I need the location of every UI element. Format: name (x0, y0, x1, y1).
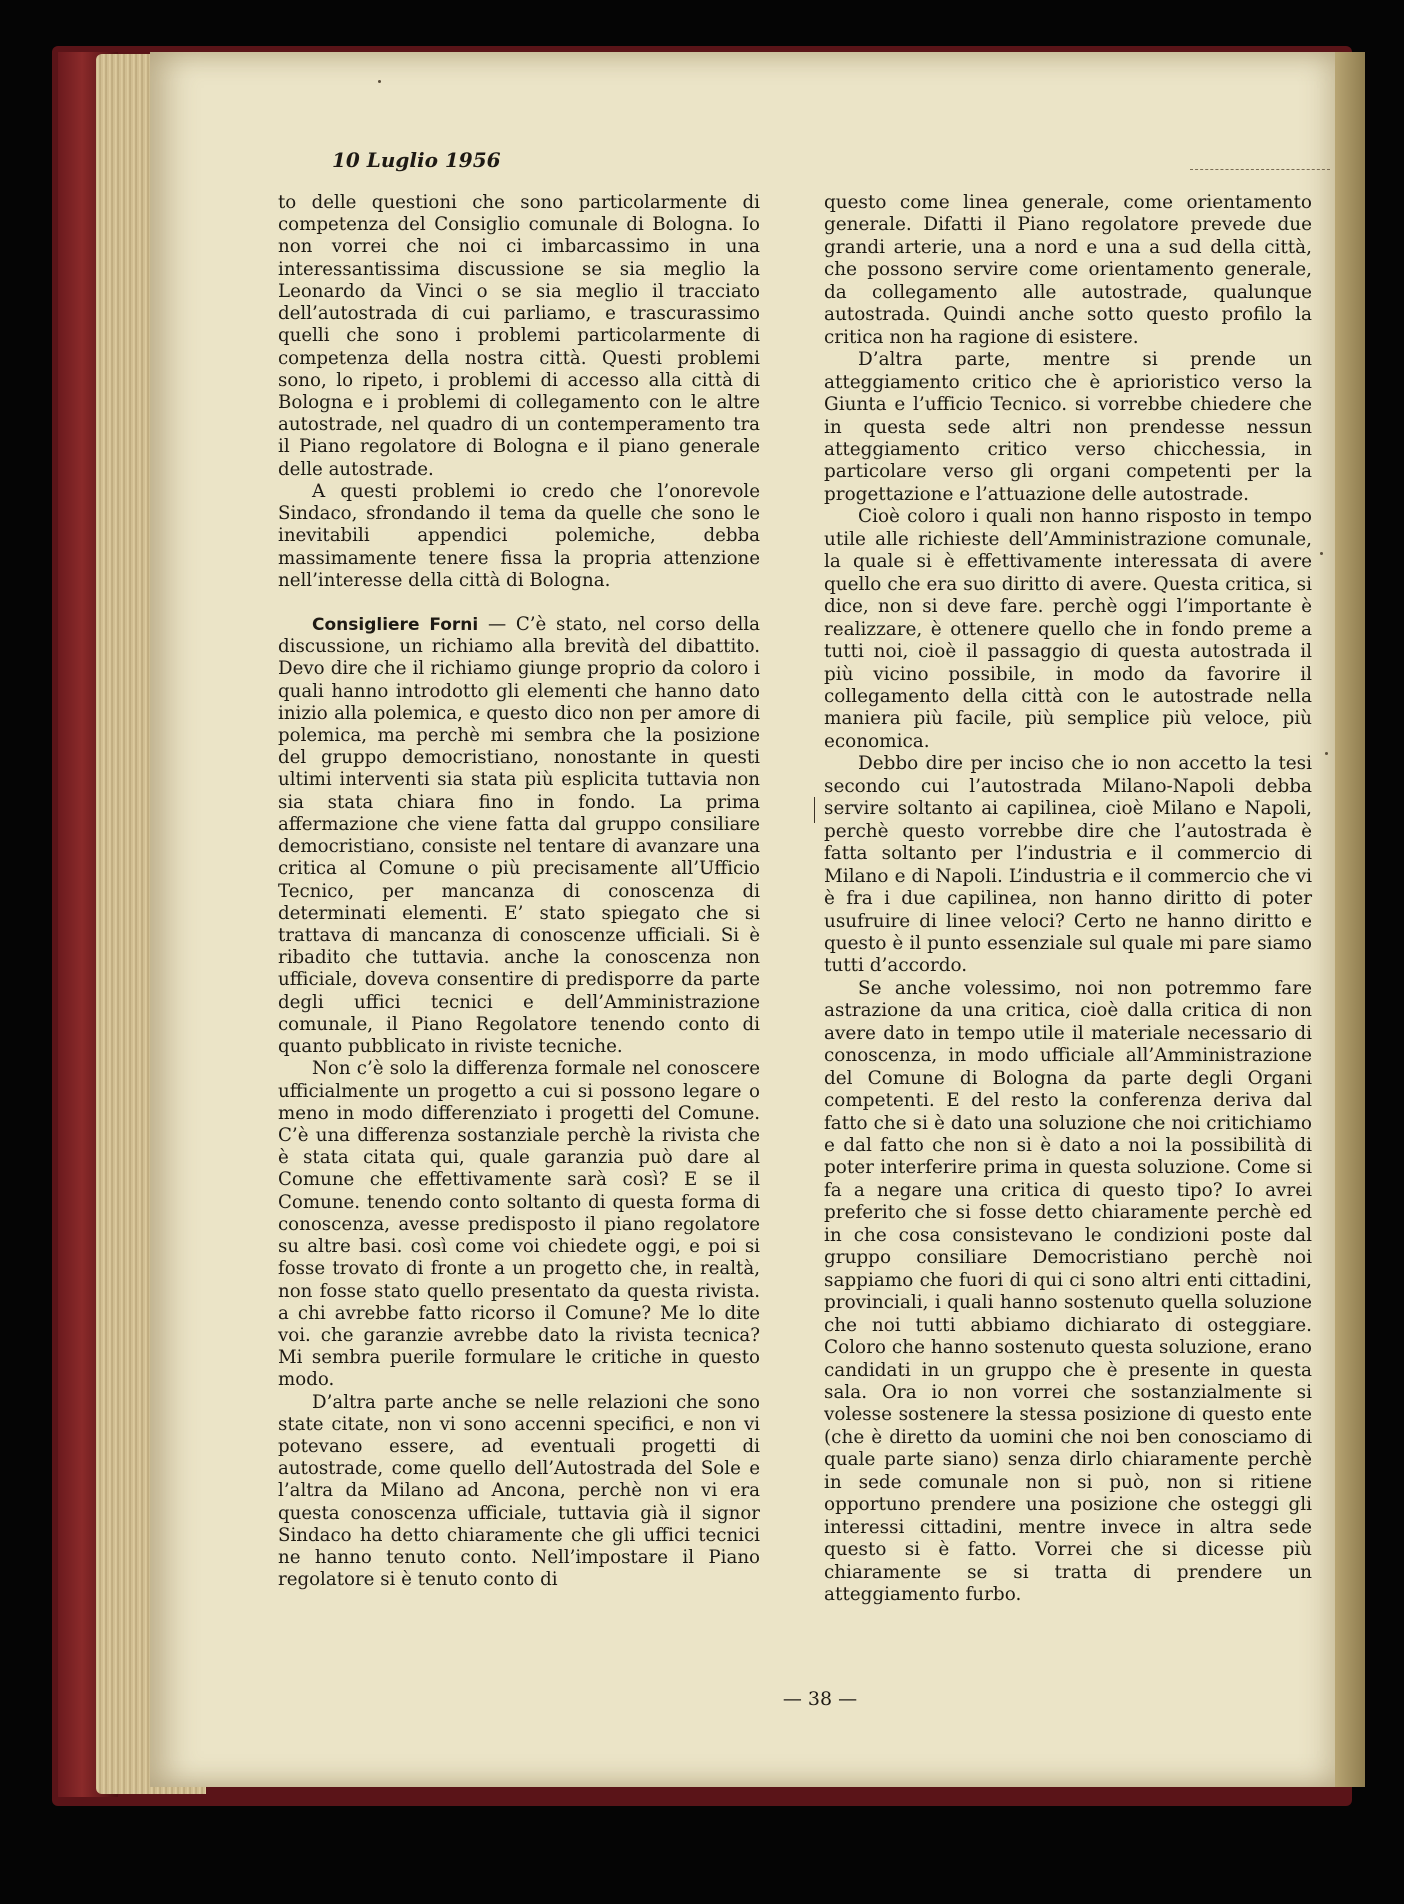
page-header-date: 10 Luglio 1956 (332, 148, 501, 172)
paragraph: A questi problemi io credo che l’onorevole Sindaco, sfrondando il tema da quelle che sono le inevitabili appendici polemiche, debba massimamente tenere fissa la propria attenzione nell’interesse della città di Bologna. (278, 480, 760, 591)
speaker-text: C’è stato, nel corso della discussione, un richiamo alla brevità del dibattito. Devo dire che il richiamo giunge proprio da coloro i quali hanno introdotto gli elementi che hanno dato inizio alla polemica, e questo dico non per amore di polemica, ma perchè mi sembra che la posizione del gruppo democristiano, nonostante in questi ultimi interventi sia stata più esplicita tuttavia non sia stata chiara fino in fondo. La prima affermazione che viene fatta dal gruppo consiliare democristiano, consiste nel tentare di avanzare una critica al Comune o più precisamente all’Ufficio Tecnico, per mancanza di conoscenza di determinati elementi. E’ stato spiegato che si trattava di mancanza di conoscenze ufficiali. Si è ribadito che tuttavia. anche la conoscenza non ufficiale, doveva consentire di predisporre da parte degli uffici tecnici e dell’Amministrazione comunale, il Piano Regolatore tenendo conto di quanto pubblicato in riviste tecniche. (278, 613, 760, 1058)
paper-speck (1320, 552, 1323, 555)
paper-speck (378, 80, 381, 83)
column-mark (814, 797, 815, 823)
paragraph: D’altra parte, mentre si prende un atteggiamento critico che è aprioristico verso la Giunta e l’ufficio Tecnico. si vorrebbe chiedere che in questa sede altri non prendesse nessun atteggiamento critico verso chicchessia, in particolare verso gli organi competenti per la progettazione e l’attuazione delle autostrade. (824, 349, 1312, 505)
speaker-name: Consigliere Forni (312, 614, 479, 635)
speaker-dash: — (487, 613, 507, 635)
page-number: — 38 — (782, 1688, 858, 1710)
paragraph: Se anche volessimo, noi non potremmo fare astrazione da una critica, cioè dalla critica di non avere dato in tempo utile il materiale necessario di conoscenza, in modo ufficiale all’Amministrazione del Comune di Bologna da parte degli Organi competenti. E del resto la conferenza deriva dal fatto che si è dato una soluzione che noi critichiamo e dal fatto che non si è dato a noi la possibilità di poter interferire prima in questa soluzione. Come si fa a negare una critica di questo tipo? Io avrei preferito che si fosse detto chiaramente perchè ed in che cosa consistevano le condizioni poste dal gruppo consiliare Democristiano perchè noi sappiamo che fuori di qui ci sono altri enti cittadini, provinciali, i quali hanno sostenuto quella soluzione che noi tutti abbiamo dichiarato di osteggiare. Coloro che hanno sostenuto questa soluzione, erano candidati in un gruppo che è presente in questa sala. Ora io non vorrei che sostanzialmente si volesse sostenere la stessa posizione di questo ente (che è diretto da uomini che noi ben conosciamo di quale parte siano) senza dirlo chiaramente perchè in sede comunale non si può, non si ritiene opportuno prendere una posizione che osteggi gli interessi cittadini, mentre invece in altra sede questo si è fatto. Vorrei che si dicesse più chiaramente se si tratta di prendere un atteggiamento furbo. (824, 977, 1312, 1606)
paragraph: Cioè coloro i quali non hanno risposto in tempo utile alle richieste dell’Amministrazione comunale, la quale si è effettivamente interessata di avere quello che era suo diritto di avere. Questa critica, si dice, non si deve fare. perchè oggi l’importante è realizzare, è ottenere quello che in fondo preme a tutti noi, cioè il passaggio di questa autostrada il più vicino possibile, in modo da favorire il collegamento della città con le autostrade nella maniera più facile, più semplice più veloce, più economica. (824, 506, 1312, 752)
speaker-paragraph (278, 614, 760, 1058)
paragraph: D’altra parte anche se nelle relazioni che sono state citate, non vi sono accenni specifici, e non vi potevano essere, ad eventuali progetti di autostrade, come quello dell’Autostrada del Sole e l’altra da Milano ad Ancona, perchè non vi era questa conoscenza ufficiale, tuttavia già il signor Sindaco ha detto chiaramente che gli uffici tecnici ne hanno tenuto conto. Nell’impostare il Piano regolatore si è tenuto conto di (278, 1391, 760, 1591)
top-dashed-rule (1190, 169, 1330, 171)
paragraph: to delle questioni che sono particolarmente di competenza del Consiglio comunale di Bologna. Io non vorrei che noi ci imbarcassimo in una interessantissima discussione se sia meglio la Leonardo da Vinci o se sia meglio il tracciato dell’autostrada di cui parliamo, e trascurassimo quelli che sono i problemi particolarmente di competenza della nostra città. Questi problemi sono, lo ripeto, i problemi di accesso alla città di Bologna e i problemi di collegamento con le altre autostrade, nel quadro di un contemperamento tra il Piano regolatore di Bologna e il piano generale delle autostrade. (278, 192, 760, 480)
paragraph: Debbo dire per inciso che io non accetto la tesi secondo cui l’autostrada Milano-Napoli debba servire soltanto ai capilinea, cioè Milano e Napoli, perchè questo vorrebbe dire che l’autostrada è fatta soltanto per l’industria e il commercio di Milano e di Napoli. L’industria e il commercio che vi è fra i due capilinea, non hanno diritto di poter usufruire di linee veloci? Certo ne hanno diritto e questo è il punto essenziale sul quale mi pare siamo tutti d’accordo. (824, 753, 1312, 977)
paragraph: Non c’è solo la differenza formale nel conoscere ufficialmente un progetto a cui si possono legare o meno in modo differenziato i progetti del Comune. C’è una differenza sostanziale perchè la rivista che è stata citata qui, quale garanzia può dare al Comune che effettivamente sarà così? E se il Comune. tenendo conto soltanto di questa forma di conoscenza, avesse predisposto il piano regolatore su altre basi. così come voi chiedete oggi, e poi si fosse trovato di fronte a un progetto che, in realtà, non fosse stato quello presentato da questa rivista. a chi avrebbe fatto ricorso il Comune? Me lo dite voi. che garanzie avrebbe dato la rivista tecnica? Mi sembra puerile formulare le critiche in questo modo. (278, 1058, 760, 1391)
left-column (278, 192, 760, 1592)
book-page (150, 52, 1335, 1787)
paragraph: questo come linea generale, come orientamento generale. Difatti il Piano regolatore prevede due grandi arterie, una a nord e una a sud della città, che possono servire come orientamento generale, da collegamento alle autostrade, qualunque autostrada. Quindi anche sotto questo profilo la critica non ha ragione di esistere. (824, 192, 1312, 348)
right-column (824, 192, 1312, 1607)
paper-speck (1325, 752, 1328, 755)
next-page-edge (1335, 52, 1365, 1787)
